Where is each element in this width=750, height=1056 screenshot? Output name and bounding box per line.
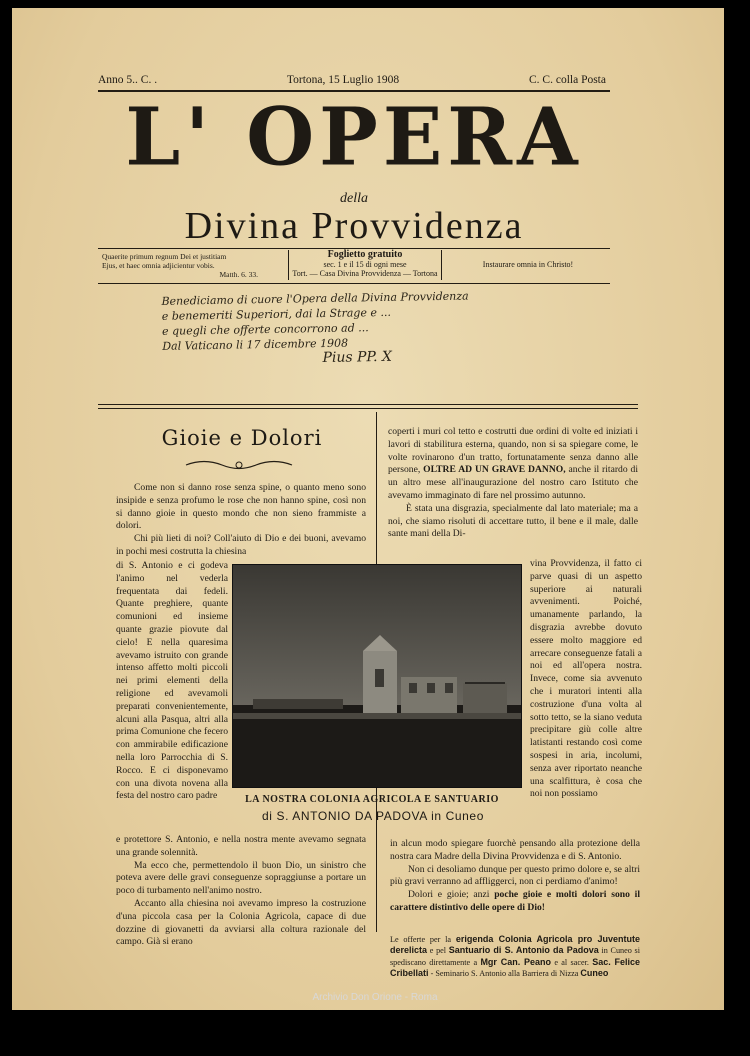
- postal-note: C. C. colla Posta: [529, 74, 606, 86]
- archive-caption: Archivio Don Orione - Roma: [312, 992, 438, 1003]
- handwritten-blessing: [161, 286, 602, 369]
- motto-line-1: Quaerite primum regnum Dei et justitiam: [102, 252, 227, 261]
- paragraph: [388, 426, 638, 503]
- motto-block: [102, 252, 264, 279]
- paragraph: in alcun modo spiegare fuorchè pensando alla protezione della nostra cara Madre della Divina Provvidenza e di S. Antonio.: [390, 838, 640, 862]
- text-run: e pel: [429, 946, 447, 956]
- notice-bold: Santuario di S. Antonio da Padova: [448, 945, 599, 956]
- text-run: - Seminario S. Antonio alla Barriera di Nizza: [430, 969, 579, 979]
- handwriting-line-2: e benemeriti Superiori, dai la Strage e ...: [161, 305, 392, 323]
- paragraph: Come non si danno rose senza spine, o quanto meno sono insipide e senza profumo le rose che non hanno spine, così non si danno gioie in questo mondo che non sieno frammiste a dolori.: [116, 482, 366, 532]
- text-run: in Cuneo si spediscano direttamente a: [390, 946, 641, 967]
- paragraph: Ma ecco che, permettendolo il buon Dio, un sinistro che poteva avere delle gravi conseguenze sopraggiunse a portare un poco di turbamento nell'animo nostro.: [116, 859, 366, 897]
- handwriting-line-1: Benediciamo di cuore l'Opera della Divina Provvidenza: [161, 289, 469, 308]
- article-right-narrow: [530, 558, 642, 801]
- article-left-intro: [116, 482, 366, 559]
- info-bar: [98, 248, 610, 284]
- paragraph: Accanto alla chiesina noi avevamo impreso la costruzione d'una piccola casa per la Colonia Agricola, capace di due dozzine di giovanetti da avviarsi alla coltura razionale del campo. Già si erano: [116, 897, 366, 948]
- masthead-topline: [98, 74, 606, 86]
- notice-bold: Mgr Can. Peano: [480, 956, 551, 967]
- paragraph: Chi più lieti di noi? Coll'aiuto di Dio e dei buoni, avevamo in pochi mesi costrutta la chiesina: [116, 533, 366, 557]
- text-run: e al sacer.: [554, 957, 589, 967]
- emphasis-text: poche gioie e molti dolori sono il carattere distintivo delle opere di Dio!: [390, 889, 640, 913]
- notice-bold: erigenda Colonia Agricola pro Juventute derelicta: [390, 934, 641, 956]
- paragraph: di S. Antonio e ci godeva l'animo nel vederla frequentata dai fedeli. Quante preghiere, quante comunioni ed insieme quante grazie piovute dal cielo! E nella quaresima avevamo istruito con grande intenso affetto molti piccoli nei primi elementi della religione ed avevamoli preparati convenientemente, alcuni alla Pasqua, altri alla prima Comunione che fecero con ammirabile edificazione nella loro Parrocchia di S. Rocco. E ci disponevamo con una divota novena alla festa del nostro caro padre: [116, 560, 228, 802]
- section-rule-thin: [98, 408, 638, 409]
- paragraph: Non ci desoliamo dunque per questo primo dolore e, se altri più gravi verranno ad affliggerci, non ci perdiamo d'animo!: [390, 863, 640, 888]
- newspaper-page: [12, 8, 724, 1010]
- text-run: anche il ritardo di un altro mese all'inaugurazione del nostro caro Istituto che avevamo immaginato di fare nel prossimo autunno.: [388, 464, 638, 501]
- newspaper-title: L' OPERA: [125, 90, 583, 184]
- article-right-top: [388, 426, 638, 541]
- motto-source: Matth. 6. 33.: [219, 270, 258, 279]
- motto-line-2: Ejus, et haec omnia adjicientur vobis.: [102, 261, 215, 270]
- text-run: coperti i muri col tetto e costrutti due ordini di volte ed iniziati i lavori di stabilitura esterna, quando, non si sa spiegare come, le volte rovinarono d'un tratto, fortunatamente senza danno alle persone,: [388, 426, 638, 476]
- paragraph: [390, 889, 640, 915]
- title-della: della: [340, 191, 368, 206]
- section-rule: [98, 404, 638, 405]
- notice-bold: Cuneo: [580, 968, 609, 979]
- photo-caption-line-2: di S. ANTONIO DA PADOVA in Cuneo: [262, 809, 484, 823]
- publication-info: [288, 250, 442, 280]
- colony-photograph: [232, 564, 522, 788]
- paragraph: e protettore S. Antonio, e nella nostra mente avevamo segnata una grande solennità.: [116, 834, 366, 858]
- photo-caption-line-1: LA NOSTRA COLONIA AGRICOLA E SANTUARIO: [245, 794, 499, 805]
- article-left-narrow: [116, 560, 228, 803]
- article-title: Gioie e Dolori: [161, 426, 323, 450]
- emphasis-text: OLTRE AD UN GRAVE DANNO,: [423, 464, 566, 476]
- handwriting-line-4: Dal Vaticano li 17 dicembre 1908: [162, 336, 349, 353]
- publication-frequency: sec. 1 e il 15 di ogni mese: [323, 259, 407, 269]
- text-run: Le offerte per la: [390, 935, 452, 944]
- newspaper-subtitle: Divina Provvidenza: [184, 205, 524, 247]
- motto-right: Instaurare omnia in Christo!: [482, 260, 574, 269]
- article-right-bottom: [390, 838, 640, 915]
- text-run: Dolori e gioie; anzi: [408, 889, 490, 901]
- publication-address: Tort. — Casa Divina Provvidenza — Tortona: [292, 269, 438, 278]
- paragraph: vina Provvidenza, il fatto ci parve quasi di un aspetto superiore ai naturali avvenimenti. Poiché, umanamente parlando, la disgrazia avrebbe dovuto essere molto maggiore ed arrecare conseguenze fatali a noi ed all'opera nostra. Invece, come sia avvenuto che i muratori intenti alla costruzione d'una volta al sotto tetto, se la siano veduta precipitare giù colle altre latistanti restando così come sospesi in aria, incolumi, senza aver riportato neanche una scalfittura, è cosa che noi non possiamo: [530, 558, 642, 800]
- colony-photo-drawing: [233, 565, 521, 787]
- article-left-bottom: [116, 834, 366, 949]
- issue-number: Anno 5.. C. .: [98, 74, 158, 86]
- notice-bold: Sac. Felice Cribellati: [390, 956, 641, 979]
- handwritten-signature: Pius PP. X: [322, 348, 393, 367]
- handwriting-line-3: e quegli che offerte concorrono ad ...: [161, 321, 369, 338]
- issue-date: Tortona, 15 Luglio 1908: [286, 74, 400, 86]
- paragraph: È stata una disgrazia, specialmente dal lato materiale; ma a noi, che siamo risoluti di accettare tutto, il bene e il male, dalle sante mani della Di-: [388, 502, 638, 540]
- donation-notice: [390, 934, 640, 980]
- publication-type: Foglietto gratuito: [327, 249, 403, 260]
- flourish-ornament: [184, 458, 294, 472]
